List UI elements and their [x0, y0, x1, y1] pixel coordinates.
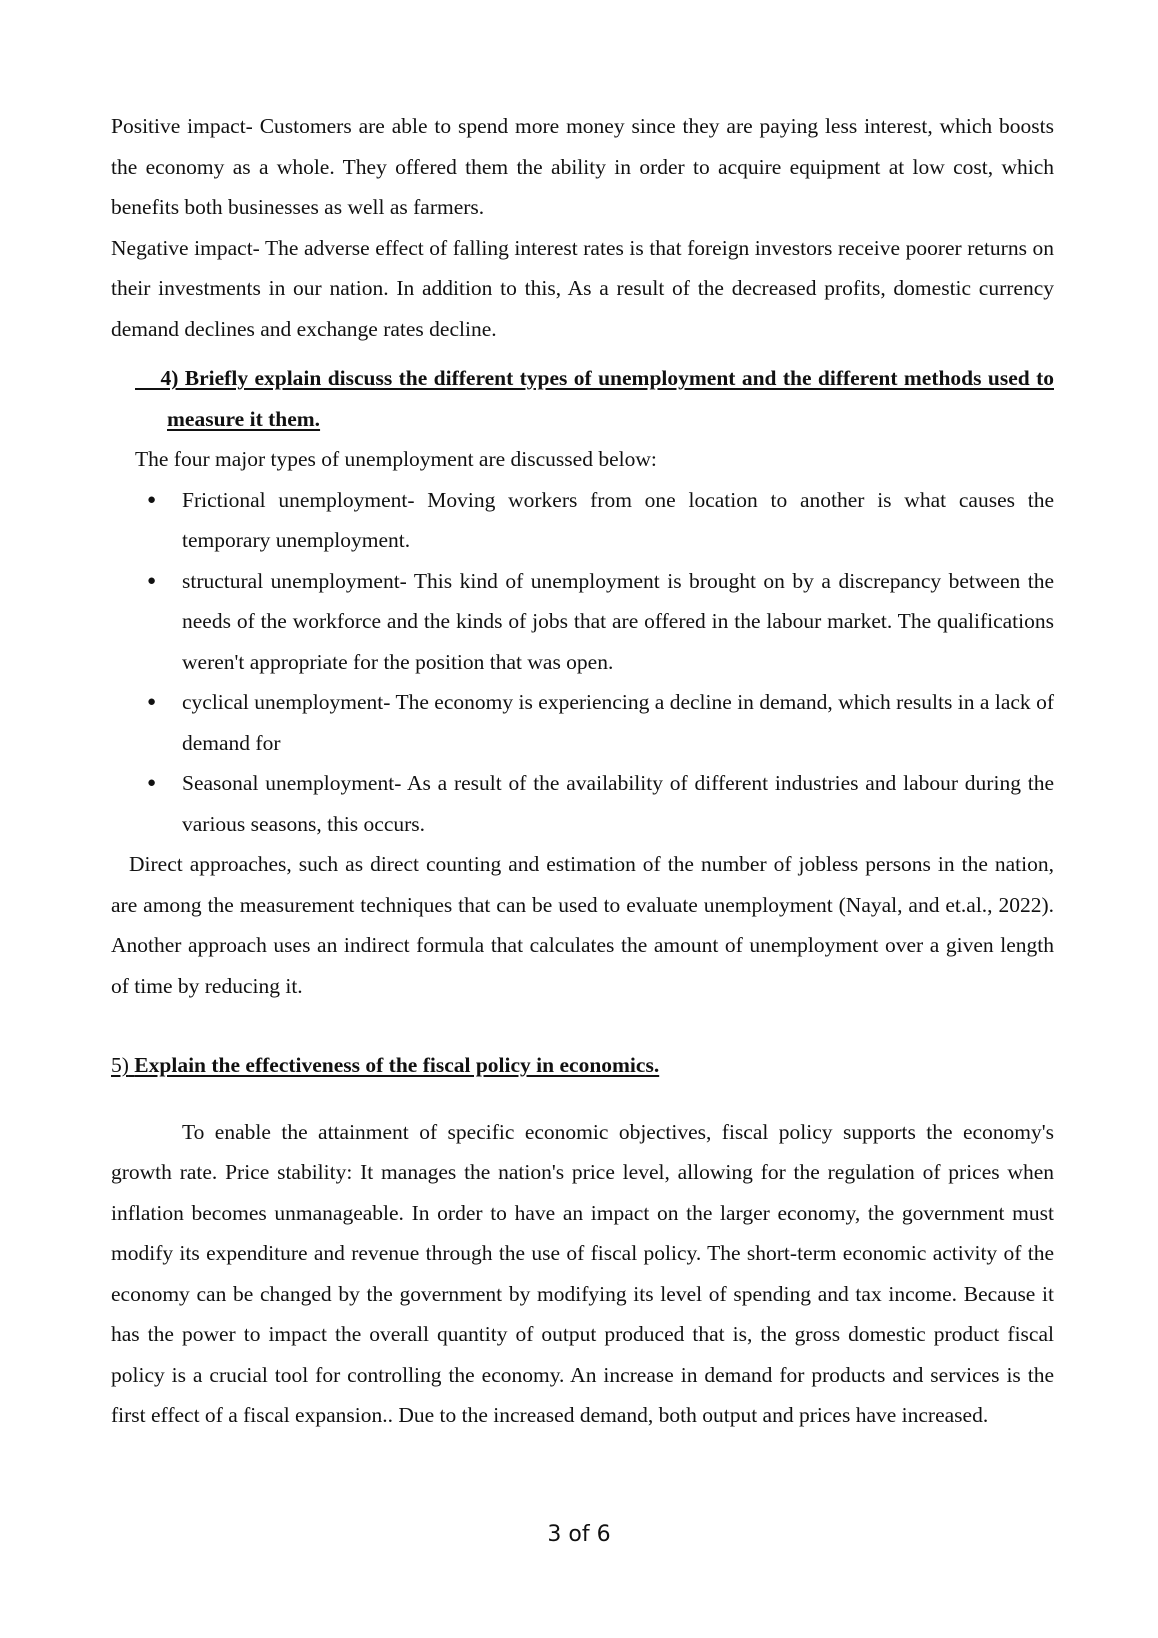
list-item	[111, 480, 1054, 561]
list-item	[111, 561, 1054, 683]
list-item-text: Frictional unemployment- Moving workers from one location to another is what causes the temporary unemployment.	[182, 487, 1054, 552]
section-5-heading	[111, 1045, 1054, 1086]
heading-underline-lead	[135, 366, 161, 390]
list-item-text: structural unemployment- This kind of unemployment is brought on by a discrepancy between the needs of the workforce and the kinds of jobs that are offered in the labour market. The qualifications weren't appropriate for the position that was open.	[182, 568, 1054, 674]
section-5-heading-text: Explain the effectiveness of the fiscal policy in economics.	[134, 1053, 660, 1077]
section-4-heading	[111, 358, 1054, 439]
measurement-methods-paragraph: Direct approaches, such as direct counting and estimation of the number of jobless persons in the nation, are among the measurement techniques that can be used to evaluate unemployment (Nayal, and et.al., 2022). Another approach uses an indirect formula that calculates the amount of unemployment over a given length of time by reducing it.	[111, 852, 1054, 998]
bullet-icon: ●	[147, 572, 157, 589]
section-4-heading-text: 4) Briefly explain discuss the different types of unemployment and the different methods used to measure it them.	[160, 366, 1054, 431]
unemployment-types-list	[111, 480, 1054, 845]
list-item-text: cyclical unemployment- The economy is experiencing a decline in demand, which results in a lack of demand for	[182, 690, 1054, 755]
page-number: 3 of 6	[547, 1522, 611, 1547]
list-item	[111, 682, 1054, 763]
list-item	[111, 763, 1054, 844]
bullet-icon: ●	[147, 491, 157, 508]
negative-impact-paragraph: Negative impact- The adverse effect of falling interest rates is that foreign investors receive poorer returns on their investments in our nation. In addition to this, As a result of the decreased profits, domestic currency demand declines and exchange rates decline.	[111, 235, 1054, 341]
bullet-icon: ●	[147, 775, 157, 791]
fiscal-policy-paragraph: To enable the attainment of specific economic objectives, fiscal policy supports the economy's growth rate. Price stability: It manages the nation's price level, allowing for the regulation of prices when inflation becomes unmanageable. In order to have an impact on the larger economy, the government must modify its expenditure and revenue through the use of fiscal policy. The short-term economic activity of the economy can be changed by the government by modifying its level of spending and tax income. Because it has the power to impact the overall quantity of output produced that is, the gross domestic product fiscal policy is a crucial tool for controlling the economy. An increase in demand for products and services is the first effect of a fiscal expansion.. Due to the increased demand, both output and prices have increased.	[111, 1119, 1054, 1427]
unemployment-types-intro: The four major types of unemployment are discussed below:	[135, 447, 657, 471]
bullet-icon: ●	[147, 694, 157, 710]
section-5-number: 5)	[111, 1053, 129, 1077]
list-item-text: Seasonal unemployment- As a result of the availability of different industries and labour during the various seasons, this occurs.	[182, 771, 1054, 836]
positive-impact-paragraph: Positive impact- Customers are able to spend more money since they are paying less interest, which boosts the economy as a whole. They offered them the ability in order to acquire equipment at low cost, which benefits both businesses as well as farmers.	[111, 114, 1054, 219]
page-content	[111, 106, 1054, 1436]
